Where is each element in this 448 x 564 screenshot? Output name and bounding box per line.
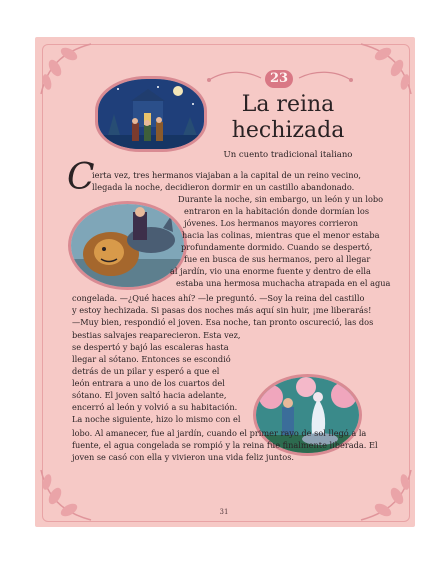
corner-ornament-bottom-right xyxy=(355,466,415,526)
story-title xyxy=(228,92,348,144)
story-line: lobo. Al amanecer, fue al jardín, cuando el primer rayo de sol llegó a la xyxy=(72,428,367,438)
story-line: al jardín, vio una enorme fuente y dentro de ella xyxy=(170,266,371,276)
story-line: profundamente dormido. Cuando se despertó, xyxy=(181,242,373,252)
story-line: congelada. —¿Qué haces ahí? —le preguntó. —Soy la reina del castillo xyxy=(72,293,365,303)
story-line: llegada la noche, decidieron dormir en un castillo abandonado. xyxy=(92,182,355,192)
story-line: llegar al sótano. Entonces se escondió xyxy=(72,354,231,364)
story-line: fuente, el agua congelada se rompió y la reina fue finalmente liberada. El xyxy=(72,440,378,450)
page-number: 31 xyxy=(219,508,229,516)
story-line: La noche siguiente, hizo lo mismo con el xyxy=(72,414,241,424)
story-line: entraron en la habitación donde dormían los xyxy=(184,206,370,216)
corner-ornament-bottom-left xyxy=(37,466,97,526)
story-line: sótano. El joven saltó hacia adelante, xyxy=(72,390,227,400)
story-line: —Muy bien, respondió el joven. Esa noche, tan pronto oscureció, las dos xyxy=(72,317,374,327)
story-title-line-1: La reina xyxy=(241,92,335,117)
corner-ornament-top-right xyxy=(355,38,415,98)
story-line: y estoy hechizada. Si pasas dos noches más aquí sin huir, ¡me liberarás! xyxy=(72,305,372,315)
story-line: fue en busca de sus hermanos, pero al llegar xyxy=(184,254,371,264)
illustration-lion-and-wolf xyxy=(68,201,187,290)
drop-cap: C xyxy=(67,157,95,198)
story-line: se despertó y bajó las escaleras hasta xyxy=(72,342,229,352)
story-line: león entrara a uno de los cuartos del xyxy=(72,378,225,388)
corner-ornament-top-left xyxy=(37,38,97,98)
story-line: hacia las colinas, mientras que el menor estaba xyxy=(182,230,380,240)
illustration-night-castle xyxy=(95,76,207,152)
story-line: estaba una hermosa muchacha atrapada en el agua xyxy=(176,278,391,288)
story-title-line-2: hechizada xyxy=(231,118,345,143)
story-line: jóvenes. Los hermanos mayores corrieron xyxy=(184,218,359,228)
story-subtitle: Un cuento tradicional italiano xyxy=(223,150,353,160)
story-line: Durante la noche, sin embargo, un león y un lobo xyxy=(178,194,384,204)
story-line: joven se casó con ella y vivieron una vida feliz juntos. xyxy=(72,452,295,462)
story-line: encerró al león y volvió a su habitación. xyxy=(72,402,238,412)
story-line: ierta vez, tres hermanos viajaban a la capital de un reino vecino, xyxy=(92,170,362,180)
story-line: detrás de un pilar y esperó a que el xyxy=(72,366,220,376)
story-number: 23 xyxy=(265,70,293,88)
story-line: bestias salvajes reaparecieron. Esta vez, xyxy=(72,330,241,340)
